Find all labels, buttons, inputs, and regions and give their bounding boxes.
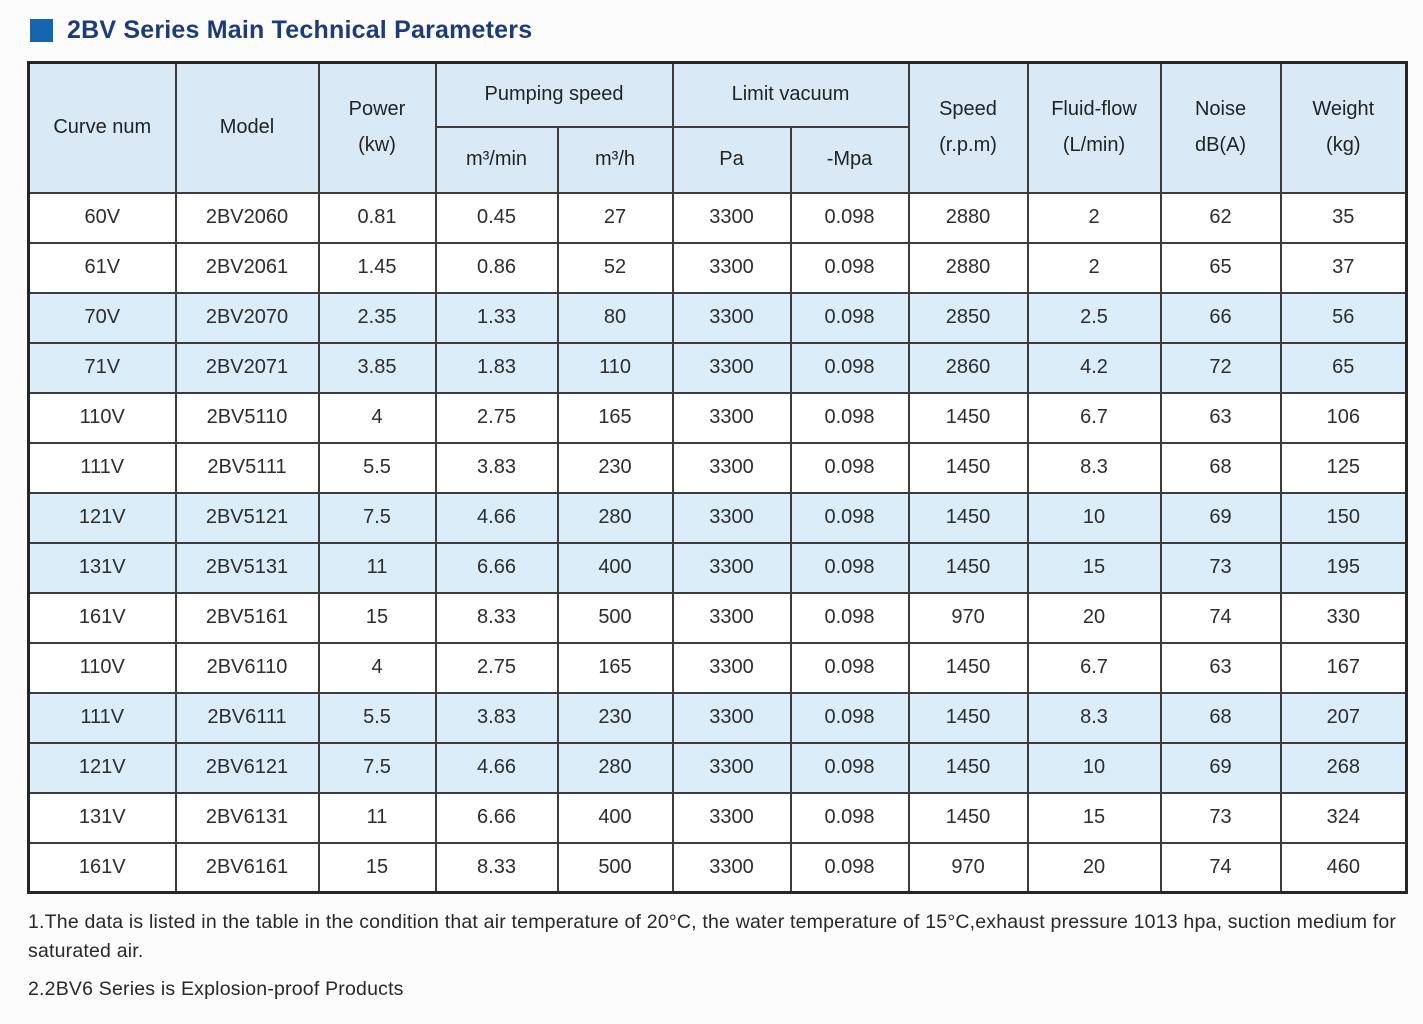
cell-noise: 68 — [1161, 693, 1281, 743]
cell-mpa: 0.098 — [791, 593, 909, 643]
cell-noise: 73 — [1161, 793, 1281, 843]
cell-m3h: 80 — [558, 293, 673, 343]
cell-model: 2BV5110 — [176, 393, 319, 443]
cell-model: 2BV6111 — [176, 693, 319, 743]
cell-m3min: 2.75 — [436, 643, 558, 693]
cell-m3min: 0.45 — [436, 193, 558, 243]
header-unit-m3h: m³/h — [558, 127, 673, 193]
cell-fluid: 2.5 — [1028, 293, 1161, 343]
cell-m3h: 400 — [558, 543, 673, 593]
cell-m3min: 4.66 — [436, 493, 558, 543]
header-fluid-flow — [1028, 63, 1161, 193]
table-row — [29, 193, 1407, 243]
section-title-row — [30, 16, 1405, 45]
cell-fluid: 8.3 — [1028, 693, 1161, 743]
header-power-line1: Power — [348, 98, 406, 121]
cell-power: 3.85 — [319, 343, 436, 393]
cell-pa: 3300 — [673, 543, 791, 593]
cell-m3h: 280 — [558, 493, 673, 543]
cell-weight: 65 — [1281, 343, 1407, 393]
cell-power: 0.81 — [319, 193, 436, 243]
header-weight-line2: (kg) — [1326, 134, 1361, 157]
cell-m3h: 500 — [558, 843, 673, 893]
table-row — [29, 593, 1407, 643]
cell-noise: 74 — [1161, 843, 1281, 893]
cell-m3h: 280 — [558, 743, 673, 793]
header-unit-m3min: m³/min — [436, 127, 558, 193]
header-noise-line2: dB(A) — [1194, 134, 1247, 157]
cell-m3min: 4.66 — [436, 743, 558, 793]
cell-fluid: 2 — [1028, 243, 1161, 293]
header-pumping-speed: Pumping speed — [436, 63, 673, 127]
cell-mpa: 0.098 — [791, 293, 909, 343]
cell-speed: 2880 — [909, 243, 1028, 293]
cell-curve: 131V — [29, 793, 176, 843]
cell-weight: 268 — [1281, 743, 1407, 793]
header-curve-num: Curve num — [29, 63, 176, 193]
cell-noise: 69 — [1161, 743, 1281, 793]
cell-power: 15 — [319, 843, 436, 893]
cell-weight: 330 — [1281, 593, 1407, 643]
cell-weight: 460 — [1281, 843, 1407, 893]
cell-curve: 71V — [29, 343, 176, 393]
cell-model: 2BV2070 — [176, 293, 319, 343]
cell-mpa: 0.098 — [791, 743, 909, 793]
cell-m3min: 3.83 — [436, 693, 558, 743]
cell-weight: 207 — [1281, 693, 1407, 743]
cell-fluid: 10 — [1028, 743, 1161, 793]
header-speed-line1: Speed — [939, 98, 997, 121]
cell-weight: 37 — [1281, 243, 1407, 293]
cell-m3min: 8.33 — [436, 593, 558, 643]
cell-power: 4 — [319, 393, 436, 443]
cell-pa: 3300 — [673, 843, 791, 893]
cell-fluid: 8.3 — [1028, 443, 1161, 493]
cell-m3min: 0.86 — [436, 243, 558, 293]
table-row — [29, 743, 1407, 793]
cell-noise: 74 — [1161, 593, 1281, 643]
cell-fluid: 15 — [1028, 543, 1161, 593]
header-noise — [1161, 63, 1281, 193]
table-row — [29, 343, 1407, 393]
cell-fluid: 2 — [1028, 193, 1161, 243]
cell-pa: 3300 — [673, 593, 791, 643]
cell-curve: 161V — [29, 593, 176, 643]
header-limit-vacuum: Limit vacuum — [673, 63, 909, 127]
table-row — [29, 293, 1407, 343]
cell-power: 7.5 — [319, 743, 436, 793]
cell-mpa: 0.098 — [791, 243, 909, 293]
table-row — [29, 843, 1407, 893]
cell-power: 11 — [319, 793, 436, 843]
cell-weight: 56 — [1281, 293, 1407, 343]
header-fluid-flow-line2: (L/min) — [1062, 134, 1126, 157]
header-fluid-flow-line1: Fluid-flow — [1051, 98, 1137, 121]
cell-curve: 110V — [29, 393, 176, 443]
header-unit-pa: Pa — [673, 127, 791, 193]
table-row — [29, 793, 1407, 843]
cell-power: 5.5 — [319, 443, 436, 493]
cell-pa: 3300 — [673, 493, 791, 543]
cell-noise: 68 — [1161, 443, 1281, 493]
header-speed-line2: (r.p.m) — [939, 134, 997, 157]
cell-m3h: 400 — [558, 793, 673, 843]
cell-curve: 61V — [29, 243, 176, 293]
cell-mpa: 0.098 — [791, 193, 909, 243]
header-model: Model — [176, 63, 319, 193]
cell-pa: 3300 — [673, 193, 791, 243]
cell-speed: 2860 — [909, 343, 1028, 393]
cell-m3h: 230 — [558, 693, 673, 743]
table-row — [29, 693, 1407, 743]
cell-noise: 73 — [1161, 543, 1281, 593]
cell-curve: 60V — [29, 193, 176, 243]
cell-model: 2BV2061 — [176, 243, 319, 293]
cell-pa: 3300 — [673, 643, 791, 693]
cell-mpa: 0.098 — [791, 393, 909, 443]
cell-m3h: 230 — [558, 443, 673, 493]
footnotes — [28, 908, 1413, 1004]
cell-fluid: 10 — [1028, 493, 1161, 543]
table-header — [29, 63, 1407, 193]
cell-pa: 3300 — [673, 343, 791, 393]
header-power-line2: (kw) — [358, 134, 396, 157]
cell-model: 2BV6110 — [176, 643, 319, 693]
header-noise-line1: Noise — [1194, 98, 1247, 121]
cell-power: 7.5 — [319, 493, 436, 543]
cell-m3h: 165 — [558, 643, 673, 693]
table-row — [29, 443, 1407, 493]
cell-model: 2BV5121 — [176, 493, 319, 543]
cell-weight: 324 — [1281, 793, 1407, 843]
cell-mpa: 0.098 — [791, 493, 909, 543]
cell-speed: 1450 — [909, 393, 1028, 443]
table-row — [29, 543, 1407, 593]
cell-curve: 131V — [29, 543, 176, 593]
cell-mpa: 0.098 — [791, 843, 909, 893]
header-weight — [1281, 63, 1407, 193]
cell-model: 2BV6121 — [176, 743, 319, 793]
cell-fluid: 6.7 — [1028, 393, 1161, 443]
cell-m3min: 8.33 — [436, 843, 558, 893]
cell-pa: 3300 — [673, 293, 791, 343]
footnote-1: 1.The data is listed in the table in the condition that air temperature of 20°C, the water temperature of 15°C,exhaust pressure 1013 hpa, suction medium for saturated air. — [28, 911, 1397, 963]
cell-curve: 121V — [29, 493, 176, 543]
cell-curve: 110V — [29, 643, 176, 693]
cell-curve: 111V — [29, 693, 176, 743]
header-speed — [909, 63, 1028, 193]
cell-speed: 1450 — [909, 643, 1028, 693]
cell-model: 2BV2060 — [176, 193, 319, 243]
cell-power: 11 — [319, 543, 436, 593]
cell-speed: 970 — [909, 593, 1028, 643]
cell-speed: 2850 — [909, 293, 1028, 343]
cell-m3h: 500 — [558, 593, 673, 643]
cell-noise: 63 — [1161, 393, 1281, 443]
table-row — [29, 643, 1407, 693]
cell-speed: 1450 — [909, 443, 1028, 493]
cell-noise: 66 — [1161, 293, 1281, 343]
cell-weight: 150 — [1281, 493, 1407, 543]
cell-weight: 35 — [1281, 193, 1407, 243]
cell-mpa: 0.098 — [791, 793, 909, 843]
cell-mpa: 0.098 — [791, 443, 909, 493]
cell-speed: 1450 — [909, 693, 1028, 743]
cell-noise: 62 — [1161, 193, 1281, 243]
cell-fluid: 4.2 — [1028, 343, 1161, 393]
cell-power: 1.45 — [319, 243, 436, 293]
cell-curve: 121V — [29, 743, 176, 793]
cell-noise: 69 — [1161, 493, 1281, 543]
cell-model: 2BV6131 — [176, 793, 319, 843]
cell-speed: 1450 — [909, 543, 1028, 593]
header-power — [319, 63, 436, 193]
cell-pa: 3300 — [673, 393, 791, 443]
cell-mpa: 0.098 — [791, 643, 909, 693]
cell-pa: 3300 — [673, 743, 791, 793]
technical-parameters-table — [27, 61, 1408, 894]
cell-curve: 111V — [29, 443, 176, 493]
cell-power: 15 — [319, 593, 436, 643]
table-row — [29, 393, 1407, 443]
cell-mpa: 0.098 — [791, 343, 909, 393]
page-title: 2BV Series Main Technical Parameters — [67, 16, 533, 44]
table-body — [29, 193, 1407, 893]
cell-m3min: 2.75 — [436, 393, 558, 443]
cell-mpa: 0.098 — [791, 543, 909, 593]
cell-model: 2BV6161 — [176, 843, 319, 893]
cell-pa: 3300 — [673, 693, 791, 743]
cell-power: 4 — [319, 643, 436, 693]
cell-m3min: 1.83 — [436, 343, 558, 393]
cell-weight: 125 — [1281, 443, 1407, 493]
header-unit-mpa: -Mpa — [791, 127, 909, 193]
cell-pa: 3300 — [673, 793, 791, 843]
cell-m3min: 6.66 — [436, 793, 558, 843]
cell-fluid: 20 — [1028, 593, 1161, 643]
cell-speed: 1450 — [909, 493, 1028, 543]
table-row — [29, 243, 1407, 293]
cell-m3min: 6.66 — [436, 543, 558, 593]
cell-noise: 63 — [1161, 643, 1281, 693]
cell-fluid: 15 — [1028, 793, 1161, 843]
cell-model: 2BV5131 — [176, 543, 319, 593]
cell-m3min: 3.83 — [436, 443, 558, 493]
cell-weight: 167 — [1281, 643, 1407, 693]
cell-model: 2BV5161 — [176, 593, 319, 643]
cell-m3h: 52 — [558, 243, 673, 293]
cell-m3h: 27 — [558, 193, 673, 243]
cell-weight: 106 — [1281, 393, 1407, 443]
cell-m3min: 1.33 — [436, 293, 558, 343]
cell-curve: 161V — [29, 843, 176, 893]
cell-speed: 2880 — [909, 193, 1028, 243]
cell-noise: 72 — [1161, 343, 1281, 393]
cell-weight: 195 — [1281, 543, 1407, 593]
cell-speed: 1450 — [909, 743, 1028, 793]
cell-pa: 3300 — [673, 443, 791, 493]
footnote-2: 2.2BV6 Series is Explosion-proof Products — [28, 977, 404, 1000]
blue-square-bullet-icon — [30, 19, 53, 42]
cell-power: 5.5 — [319, 693, 436, 743]
cell-model: 2BV2071 — [176, 343, 319, 393]
header-weight-line1: Weight — [1312, 98, 1375, 121]
cell-model: 2BV5111 — [176, 443, 319, 493]
cell-speed: 970 — [909, 843, 1028, 893]
cell-mpa: 0.098 — [791, 693, 909, 743]
cell-power: 2.35 — [319, 293, 436, 343]
cell-speed: 1450 — [909, 793, 1028, 843]
cell-m3h: 110 — [558, 343, 673, 393]
cell-pa: 3300 — [673, 243, 791, 293]
cell-fluid: 20 — [1028, 843, 1161, 893]
cell-curve: 70V — [29, 293, 176, 343]
cell-fluid: 6.7 — [1028, 643, 1161, 693]
cell-m3h: 165 — [558, 393, 673, 443]
table-row — [29, 493, 1407, 543]
cell-noise: 65 — [1161, 243, 1281, 293]
